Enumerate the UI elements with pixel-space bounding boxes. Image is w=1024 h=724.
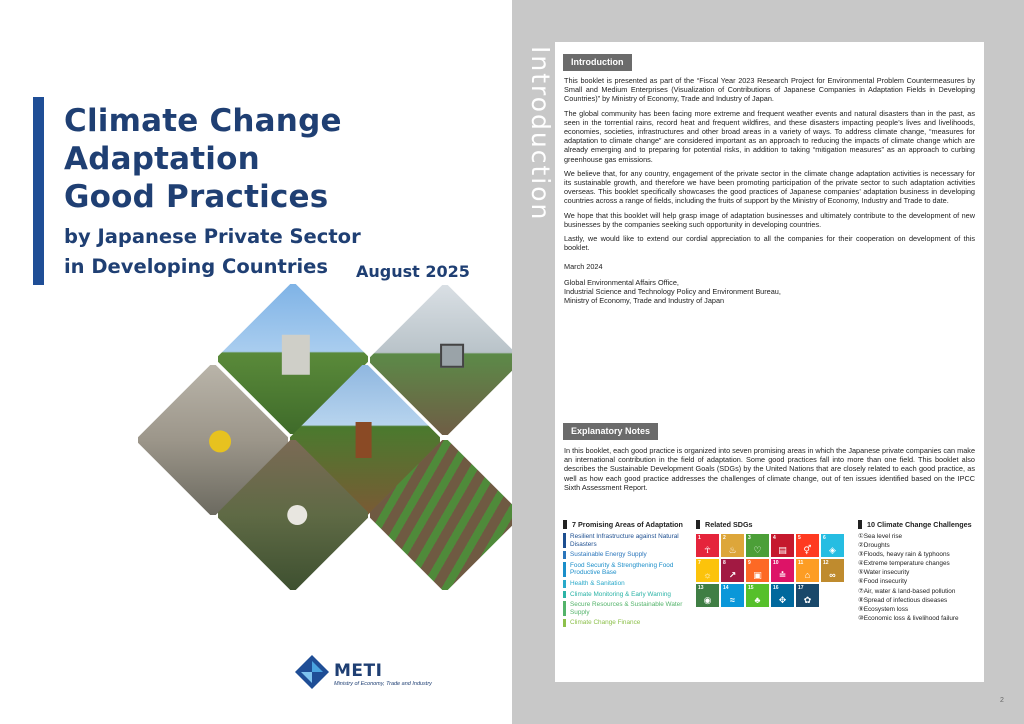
intro-paragraph: Lastly, we would like to extend our cordial appreciation to all the companies for their cooperation on development of this booklet. [564, 234, 975, 253]
adaptation-area-item: Climate Change Finance [563, 619, 688, 627]
sdg-goal-number: 13 [698, 585, 704, 591]
signature-line: Industrial Science and Technology Policy and Environment Bureau, [564, 286, 781, 296]
sdg-goal-tile [771, 534, 794, 557]
sdg-goal-icon: ↗ [728, 570, 737, 580]
sdg-goal-tile [821, 559, 844, 582]
sdg-goal-number: 11 [798, 560, 804, 566]
challenge-item: ⑧Spread of infectious diseases [858, 596, 948, 604]
adaptation-area-item: Climate Monitoring & Early Warning [563, 591, 688, 599]
sdg-goal-tile [821, 534, 844, 557]
sdg-goal-icon: ▤ [778, 545, 787, 555]
adaptation-area-item: Secure Resources & Sustainable Water Supply [563, 601, 688, 616]
sdg-goal-tile [721, 559, 744, 582]
signature-line: Ministry of Economy, Trade and Industry of Japan [564, 296, 725, 306]
challenge-item: ⑩Economic loss & livelihood failure [858, 614, 959, 622]
sdg-goal-tile [746, 584, 769, 607]
photo-collage [120, 290, 520, 620]
meti-logo-icon [295, 655, 329, 689]
intro-paragraph: We hope that this booklet will help grasp image of adaptation businesses and ultimately contribute to the development of new businesses by the companies seeking such opportunity in developing countries. [564, 210, 975, 229]
cover-subtitle-line: by Japanese Private Sector [64, 225, 361, 248]
sdg-goal-number: 6 [823, 535, 826, 541]
signature-line: Global Environmental Affairs Office, [564, 277, 679, 287]
sdg-goal-tile [696, 534, 719, 557]
intro-heading: Introduction [563, 54, 632, 71]
sdg-goal-number: 7 [698, 560, 701, 566]
sdg-goal-tile [796, 534, 819, 557]
challenge-item: ④Extreme temperature changes [858, 560, 950, 568]
sign-date: March 2024 [564, 262, 603, 272]
challenge-item: ①Sea level rise [858, 533, 903, 540]
sdg-goal-icon: ☼ [703, 570, 712, 580]
sdg-goal-tile [771, 559, 794, 582]
sdg-goal-icon: ◉ [703, 595, 712, 605]
cover-date: August 2025 [356, 262, 470, 281]
sdg-goal-icon: ♨ [728, 545, 737, 555]
sdgs-heading: Related SDGs [696, 520, 753, 529]
publisher-tagline: Ministry of Economy, Trade and Industry [334, 681, 432, 687]
sdg-goal-tile [696, 559, 719, 582]
challenges-heading: 10 Climate Change Challenges [858, 520, 972, 529]
sdg-goal-number: 9 [748, 560, 751, 566]
intro-paragraph: The global community has been facing more extreme and frequent weather events and natural disasters than in the past, as seen in the torrential rains, record heat and frequent wildfires, and these disasters impacting people’s lives and livelihoods, economies, societies, infrastructures and other broad areas in a variety of ways. To address climate change, “measures for adaptation to climate change” are considered important as an approach to reducing the impacts of climate change which are already emerging and to preparing for potential risks, in addition to taking “mitigation measures” as an approach to curbing greenhouse gas emissions. [564, 108, 975, 164]
sdg-goal-icon: ♣ [754, 595, 761, 605]
areas-heading: 7 Promising Areas of Adaptation [563, 520, 683, 529]
challenge-item: ⑤Water insecurity [858, 569, 910, 577]
sdg-goal-number: 8 [723, 560, 726, 566]
sdg-goal-number: 17 [798, 585, 804, 591]
challenge-item: ②Droughts [858, 542, 890, 550]
sdg-goal-icon: ◈ [829, 545, 836, 555]
notes-heading: Explanatory Notes [563, 423, 658, 440]
sdg-goal-number: 14 [723, 585, 729, 591]
challenges-list [858, 533, 983, 624]
adaptation-area-item: Health & Sanitation [563, 580, 688, 588]
sdg-goal-number: 12 [823, 560, 829, 566]
sdg-goal-tile [771, 584, 794, 607]
signature-block [564, 278, 975, 306]
adaptation-area-item: Sustainable Energy Supply [563, 551, 688, 559]
sdg-goal-icon: ♡ [753, 545, 762, 555]
sdg-goal-number: 5 [798, 535, 801, 541]
sdg-goal-tile [746, 559, 769, 582]
sdg-goal-icon: ≈ [730, 595, 735, 605]
sdg-goal-icon: ☥ [704, 545, 711, 555]
sdg-goal-icon: ⌂ [804, 570, 811, 580]
sdg-grid [696, 534, 848, 607]
cover-title-line: Adaptation [64, 141, 260, 177]
cover-subtitle-line: in Developing Countries [64, 255, 328, 278]
sdg-goal-icon: ▣ [753, 570, 762, 580]
sdg-goal-icon: ≐ [778, 570, 787, 580]
cover-title-line: Climate Change [64, 103, 342, 139]
sdg-goal-number: 1 [698, 535, 701, 541]
adaptation-areas-list [563, 533, 688, 630]
challenge-item: ⑥Food insecurity [858, 578, 908, 586]
intro-body [564, 76, 975, 305]
adaptation-area-item: Resilient Infrastructure against Natural Disasters [563, 533, 688, 548]
cover-title [64, 102, 384, 216]
sdg-goal-number: 15 [748, 585, 754, 591]
sdg-goal-tile [746, 534, 769, 557]
sdg-goal-icon: ✥ [778, 595, 787, 605]
sdg-goal-icon: ⚥ [803, 545, 812, 555]
title-accent-bar [33, 97, 44, 285]
sdg-goal-number: 2 [723, 535, 726, 541]
challenge-item: ⑦Air, water & land-based pollution [858, 587, 956, 595]
challenge-item: ③Floods, heavy rain & typhoons [858, 551, 950, 559]
intro-paragraph: This booklet is presented as part of the “Fiscal Year 2023 Research Project for Environmental Problem Countermeasures by Small and Medium Enterprises (Visualization of Contributions of Japanese Companies in Adaptation Fields in Developing Countries)” by Ministry of Economy, Trade and Industry of Japan. [564, 76, 975, 104]
publisher-name: METI [334, 661, 383, 681]
notes-body [564, 446, 975, 497]
intro-paragraph: We believe that, for any country, engagement of the private sector in the climate change adaptation activities is necessary for its sustainable growth, and therefore we have been promoting participation of the private sector to such adaptation activities overseas. This booklet specifically showcases the good practices of Japanese companies’ adaptation business in developing countries across a range of fields, including the fruits of support by the Ministry of Economy, Industry and Trade to date. [564, 168, 975, 206]
page-number: 2 [1000, 697, 1004, 704]
sdg-goal-number: 16 [773, 585, 779, 591]
sdg-goal-number: 10 [773, 560, 779, 566]
adaptation-area-item: Food Security & Strengthening Food Productive Base [563, 562, 688, 577]
sdg-goal-tile [721, 534, 744, 557]
cover-title-line: Good Practices [64, 179, 329, 215]
sdg-goal-icon: ✿ [803, 595, 812, 605]
sdg-goal-tile [696, 584, 719, 607]
sdg-goal-tile [796, 559, 819, 582]
sdg-goal-tile [721, 584, 744, 607]
vertical-section-title: Introduction [526, 46, 555, 222]
cover-subtitle [64, 222, 384, 282]
notes-paragraph: In this booklet, each good practice is organized into seven promising areas in which the Japanese private companies can make an international contribution in the field of adaptation. Some good practices fall into more than one field. This booklet also describes the Sustainable Development Goals (SDGs) by the United Nations that are closely related to each good practice, as well as how each good practice addresses the challenges of climate change, out of ten issues identified based on the IPCC Sixth Assessment Report. [564, 446, 975, 492]
sdg-goal-number: 4 [773, 535, 776, 541]
challenge-item: ⑨Ecosystem loss [858, 605, 909, 613]
sdg-goal-number: 3 [748, 535, 751, 541]
sdg-goal-tile [796, 584, 819, 607]
sdg-goal-icon: ∞ [829, 570, 836, 580]
